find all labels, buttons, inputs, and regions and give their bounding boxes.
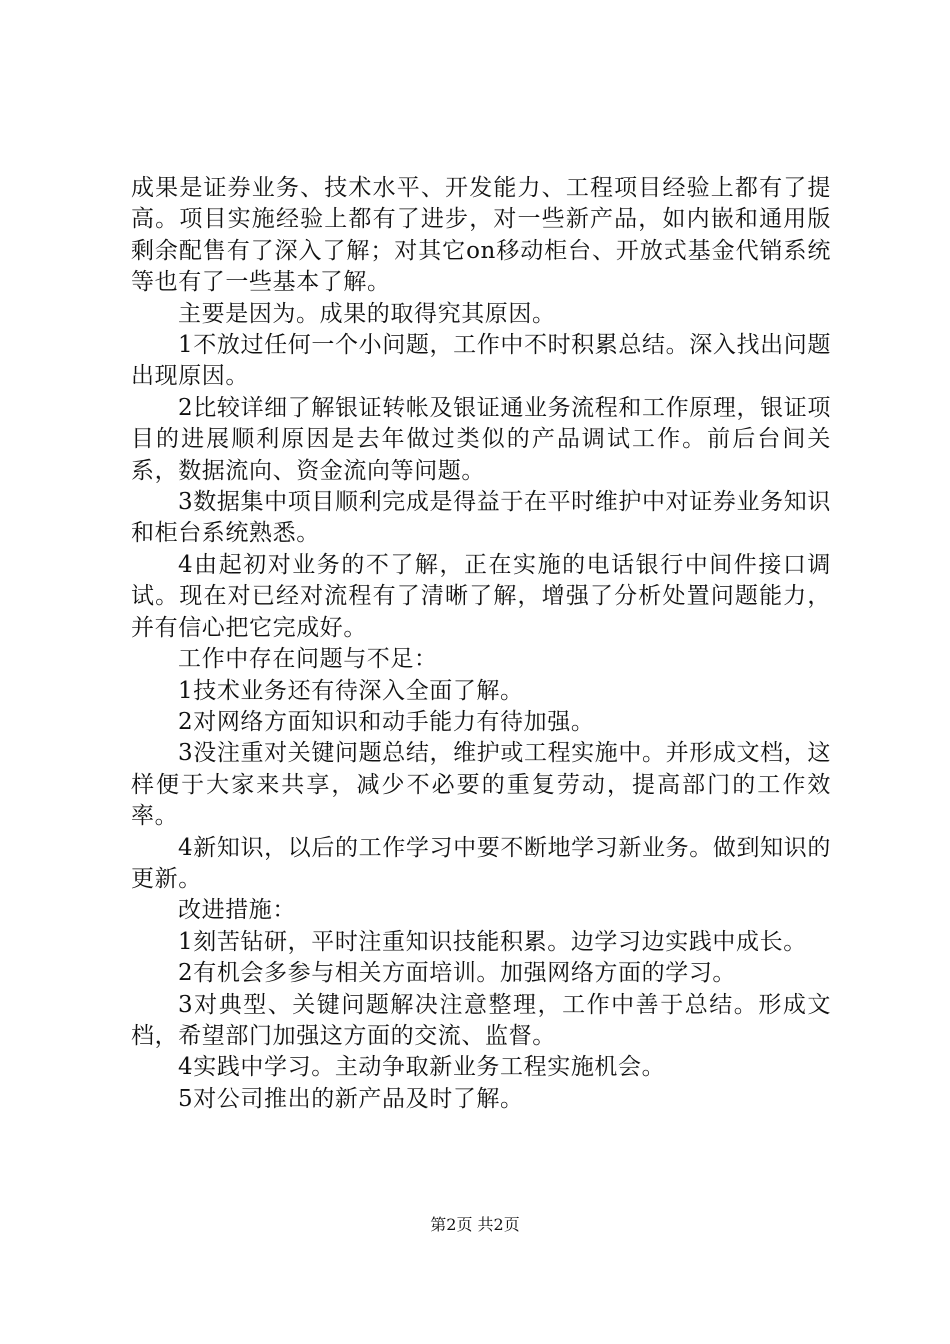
paragraph-1: 成果是证券业务、技术水平、开发能力、工程项目经验上都有了提高。项目实施经验上都有了进步，对一些新产品，如内嵌和通用版剩余配售有了深入了解；对其它on移动柜台、开放式基金代销系统等也有了一些基本了解。 bbox=[131, 175, 831, 296]
paragraph-4: 2比较详细了解银证转帐及银证通业务流程和工作原理，银证项目的进展顺利原因是去年做过类似的产品调试工作。前后台间关系，数据流向、资金流向等问题。 bbox=[131, 394, 831, 484]
paragraph-16: 4实践中学习。主动争取新业务工程实施机会。 bbox=[178, 1054, 666, 1081]
paragraph-14: 2有机会多参与相关方面培训。加强网络方面的学习。 bbox=[178, 960, 737, 987]
paragraph-11: 4新知识，以后的工作学习中要不断地学习新业务。做到知识的更新。 bbox=[131, 834, 831, 892]
paragraph-13: 1刻苦钻研，平时注重知识技能积累。边学习边实践中成长。 bbox=[178, 928, 807, 955]
paragraph-6: 4由起初对业务的不了解，正在实施的电话银行中间件接口调试。现在对已经对流程有了清晰了解，增强了分析处置问题能力，并有信心把它完成好。 bbox=[131, 551, 831, 641]
paragraph-15: 3对典型、关键问题解决注意整理，工作中善于总结。形成文档，希望部门加强这方面的交流、监督。 bbox=[131, 991, 831, 1049]
paragraph-7: 工作中存在问题与不足： bbox=[178, 646, 438, 673]
paragraph-2: 主要是因为。成果的取得究其原因。 bbox=[178, 300, 556, 327]
paragraph-17: 5对公司推出的新产品及时了解。 bbox=[178, 1085, 524, 1112]
paragraph-10: 3没注重对关键问题总结，维护或工程实施中。并形成文档，这样便于大家来共享，减少不必要的重复劳动，提高部门的工作效率。 bbox=[131, 740, 831, 830]
page-number-label: 第2页 共2页 bbox=[430, 1215, 520, 1234]
paragraph-12: 改进措施： bbox=[178, 897, 296, 924]
document-body bbox=[131, 173, 831, 1115]
paragraph-8: 1技术业务还有待深入全面了解。 bbox=[178, 677, 524, 704]
paragraph-5: 3数据集中项目顺利完成是得益于在平时维护中对证券业务知识和柜台系统熟悉。 bbox=[131, 489, 831, 547]
paragraph-3: 1不放过任何一个小问题，工作中不时积累总结。深入找出问题出现原因。 bbox=[131, 332, 831, 390]
paragraph-9: 2对网络方面知识和动手能力有待加强。 bbox=[178, 708, 595, 735]
page-footer bbox=[0, 1215, 950, 1235]
